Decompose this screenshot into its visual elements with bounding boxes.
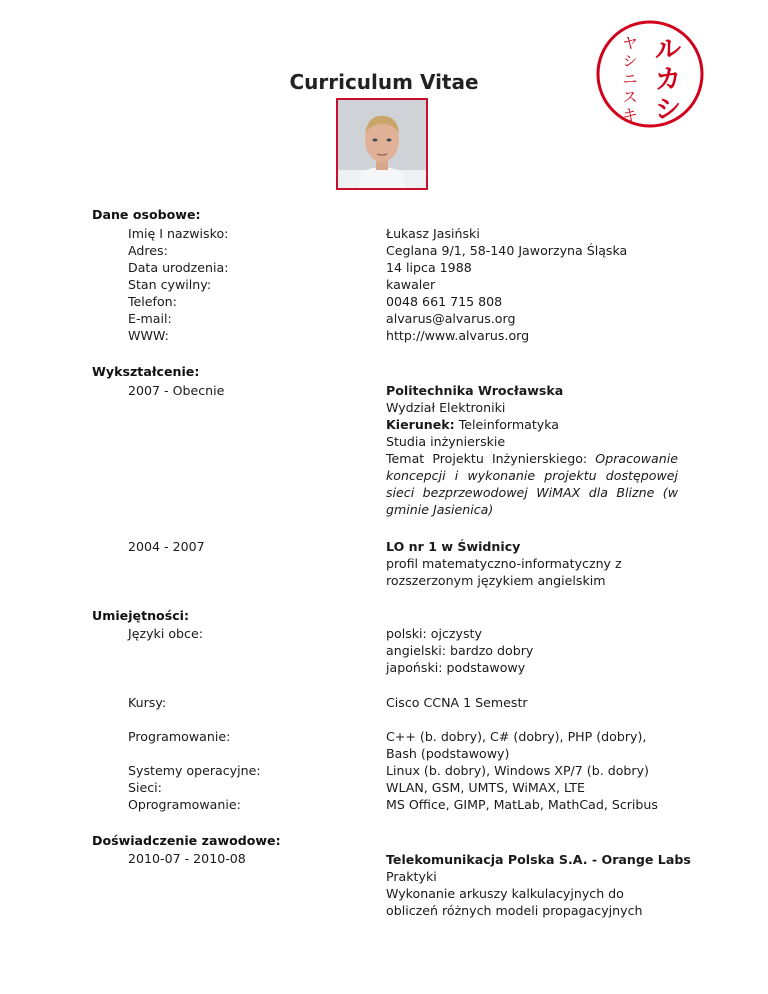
experience-company: Telekomunikacja Polska S.A. - Orange Labs: [386, 852, 691, 867]
section-header-personal: Dane osobowe:: [92, 207, 201, 222]
language-polish: polski: ojczysty: [386, 626, 482, 641]
skills-other-labels: [128, 762, 261, 813]
skills-os: Linux (b. dobry), Windows XP/7 (b. dobry): [386, 763, 649, 778]
skills-courses-label: Kursy:: [128, 695, 167, 710]
value-www[interactable]: http://www.alvarus.org: [386, 328, 530, 343]
svg-text:シ: シ: [654, 95, 682, 125]
skills-networks-label: Sieci:: [128, 780, 162, 795]
label-phone: Telefon:: [128, 294, 177, 309]
language-english: angielski: bardzo dobry: [386, 643, 534, 658]
skills-courses: Cisco CCNA 1 Semestr: [386, 695, 528, 710]
value-address: Ceglana 9/1, 58-140 Jaworzyna Śląska: [386, 243, 628, 258]
programming-line-2: Bash (podstawowy): [386, 746, 510, 761]
skills-programming: [386, 728, 678, 762]
programming-line-1: C++ (b. dobry), C# (dobry), PHP (dobry),: [386, 729, 647, 744]
skills-languages: [386, 625, 678, 676]
skills-software-label: Oprogramowanie:: [128, 797, 241, 812]
experience-desc-1: Wykonanie arkuszy kalkulacyjnych do: [386, 886, 624, 901]
value-email[interactable]: alvarus@alvarus.org: [386, 311, 516, 326]
svg-text:カ: カ: [654, 65, 682, 95]
page-title: Curriculum Vitae: [289, 70, 479, 94]
svg-text:ヤ: ヤ: [622, 34, 638, 52]
edu-thesis-line-1: [386, 450, 678, 467]
edu-major-line: [386, 416, 678, 433]
experience-period: 2010-07 - 2010-08: [128, 851, 246, 866]
edu-highschool-name: LO nr 1 w Świdnicy: [386, 539, 521, 554]
personal-labels: [128, 225, 228, 344]
skills-os-label: Systemy operacyjne:: [128, 763, 261, 778]
skills-languages-label: Języki obce:: [128, 626, 203, 641]
label-birthdate: Data urodzenia:: [128, 260, 229, 275]
value-name: Łukasz Jasiński: [386, 226, 480, 241]
edu-period-highschool: 2004 - 2007: [128, 539, 205, 554]
value-phone: 0048 661 715 808: [386, 294, 503, 309]
edu-thesis-prefix: Temat Projektu Inżynierskiego:: [386, 451, 588, 466]
edu-thesis-title-4: gminie Jasienica): [386, 502, 494, 517]
section-header-skills: Umiejętności:: [92, 608, 190, 623]
profile-photo: [336, 98, 428, 190]
label-www: WWW:: [128, 328, 169, 343]
svg-text:シ: シ: [622, 52, 638, 70]
edu-thesis-title-2: koncepcji i wykonanie projektu dostępowej: [386, 468, 678, 483]
edu-department: Wydział Elektroniki: [386, 400, 506, 415]
svg-text:ス: ス: [622, 88, 638, 106]
svg-text:ル: ル: [654, 35, 682, 65]
label-marital-status: Stan cywilny:: [128, 277, 212, 292]
edu-entry-university: [386, 382, 678, 518]
edu-thesis-title-3: sieci bezprzewodowej WiMAX dla Blizne (w: [386, 485, 678, 500]
edu-major: Teleinformatyka: [458, 417, 560, 432]
skills-programming-label: Programowanie:: [128, 729, 231, 744]
personal-values: [386, 225, 678, 344]
label-name: Imię I nazwisko:: [128, 226, 229, 241]
edu-major-label: Kierunek:: [386, 417, 455, 432]
experience-role: Praktyki: [386, 869, 437, 884]
edu-entry-highschool: [386, 538, 678, 589]
edu-level: Studia inżynierskie: [386, 434, 506, 449]
skills-software: MS Office, GIMP, MatLab, MathCad, Scribus: [386, 797, 658, 812]
edu-thesis-title-1: Opracowanie: [595, 451, 678, 466]
edu-highschool-profile-1: profil matematyczno-informatyczny z: [386, 556, 622, 571]
hanko-seal-logo: [594, 18, 706, 130]
label-address: Adres:: [128, 243, 168, 258]
svg-text:キ: キ: [622, 106, 638, 124]
value-marital-status: kawaler: [386, 277, 436, 292]
skills-other-values: [386, 762, 678, 813]
svg-text:ニ: ニ: [622, 70, 638, 88]
edu-highschool-profile-2: rozszerzonym językiem angielskim: [386, 573, 606, 588]
experience-entry: [386, 851, 706, 919]
edu-school-name: Politechnika Wrocławska: [386, 383, 564, 398]
language-japanese: japoński: podstawowy: [386, 660, 526, 675]
label-email: E-mail:: [128, 311, 172, 326]
skills-networks: WLAN, GSM, UMTS, WiMAX, LTE: [386, 780, 585, 795]
value-birthdate: 14 lipca 1988: [386, 260, 472, 275]
edu-period-university: 2007 - Obecnie: [128, 383, 225, 398]
experience-desc-2: obliczeń różnych modeli propagacyjnych: [386, 903, 643, 918]
section-header-experience: Doświadczenie zawodowe:: [92, 833, 281, 848]
section-header-education: Wykształcenie:: [92, 364, 200, 379]
